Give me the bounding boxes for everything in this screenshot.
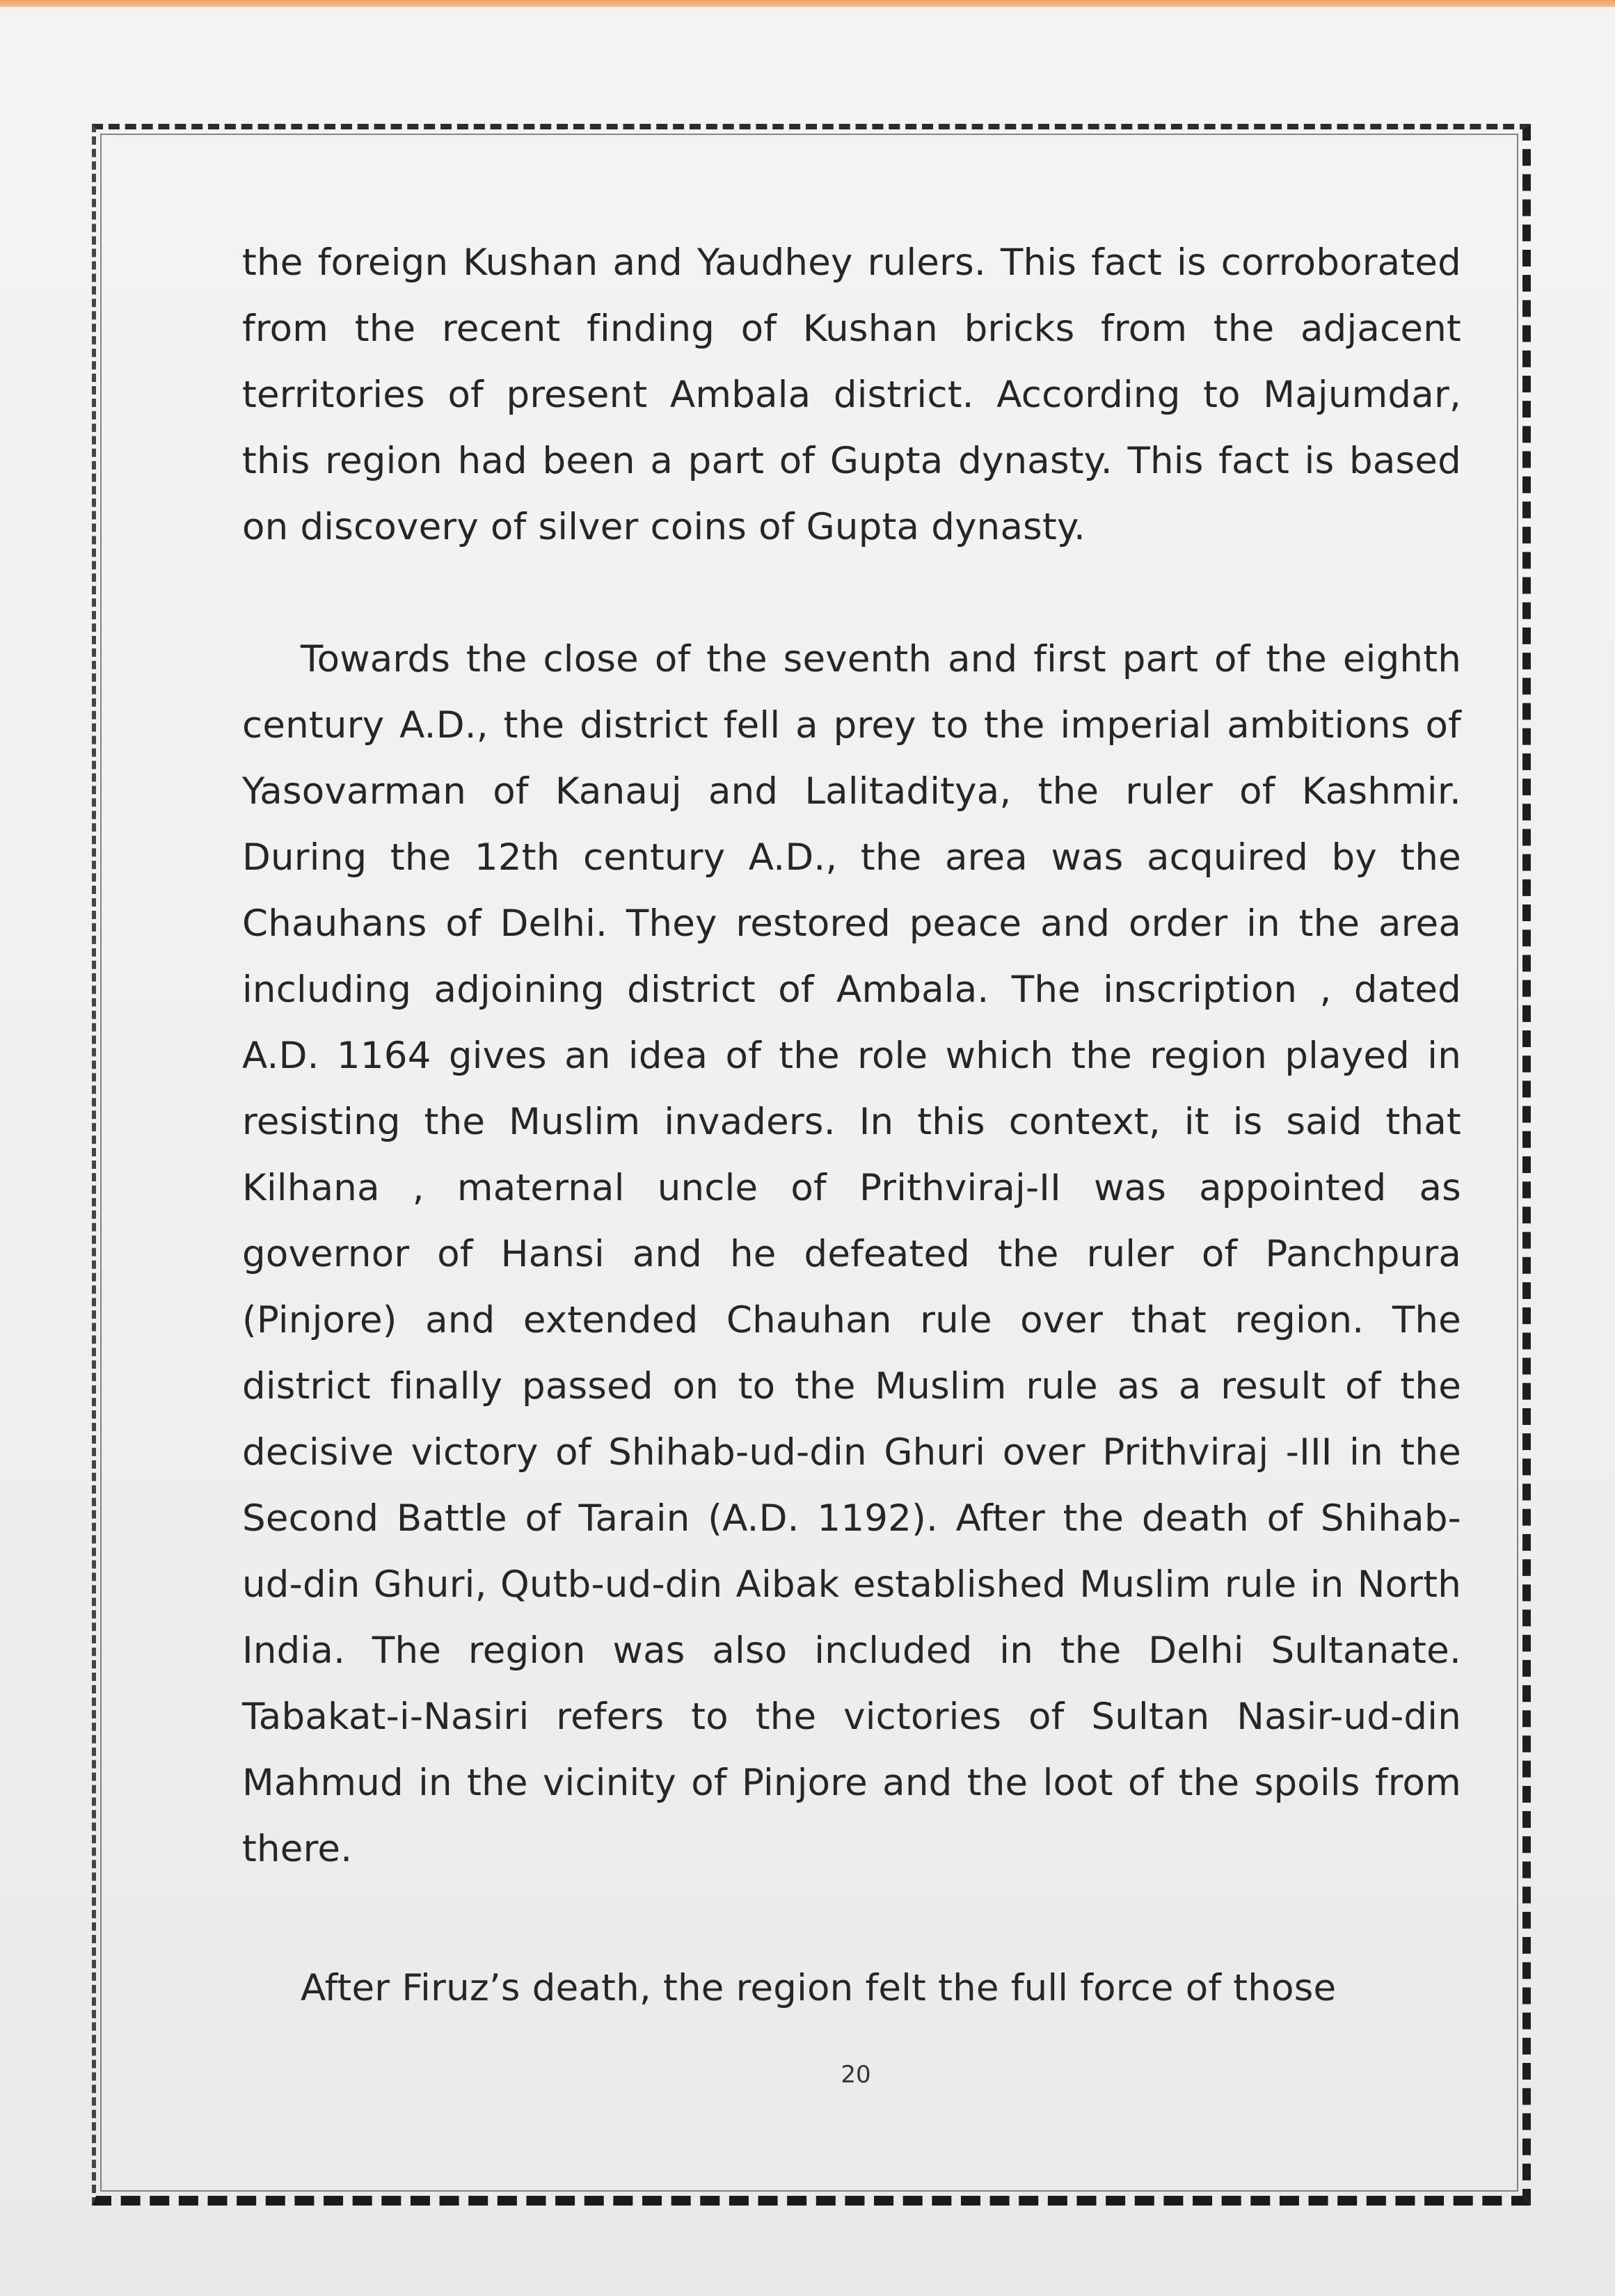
paragraph-after-firuz — [242, 1955, 1461, 2021]
paragraph-text: the foreign Kushan and Yaudhey rulers. This fact is corroborated from the recent finding of Kushan bricks from the adjacent territories of present Ambala district. According to Majumdar, this region had been a part of Gupta dynasty. This fact is based on discovery of silver coins of Gupta dynasty. — [242, 241, 1461, 548]
paragraph-kushan-gupta — [242, 230, 1461, 560]
paragraph-text: Towards the close of the seventh and first part of the eighth century A.D., the district fell a prey to the imperial ambitions of Yasovarman of Kanauj and Lalitaditya, the ruler of Kashmir. During the 12th century A.D., the area was acquired by the Chauhans of Delhi. They restored peace and order in the area including adjoining district of Ambala. The inscription , dated A.D. 1164 gives an idea of the role which the region played in resisting the Muslim invaders. In this context, it is said that Kilhana , maternal uncle of Prithviraj-II was appointed as governor of Hansi and he defeated the ruler of Panchpura (Pinjore) and extended Chauhan rule over that region. The district finally passed on to the Muslim rule as a result of the decisive victory of Shihab-ud-din Ghuri over Prithviraj -III in the Second Battle of Tarain (A.D. 1192). After the death of Shihab-ud-din Ghuri, Qutb-ud-din Aibak established Muslim rule in North India. The region was also included in the Delhi Sultanate. Tabakat-i-Nasiri refers to the victories of Sultan Nasir-ud-din Mahmud in the vicinity of Pinjore and the loot of the spoils from there. — [242, 638, 1461, 1870]
paragraph-text: After Firuz’s death, the region felt the full force of those — [301, 1967, 1337, 2009]
page-number: 20 — [841, 2061, 871, 2089]
paragraph-chauhan-muslim-rule — [242, 626, 1461, 1882]
